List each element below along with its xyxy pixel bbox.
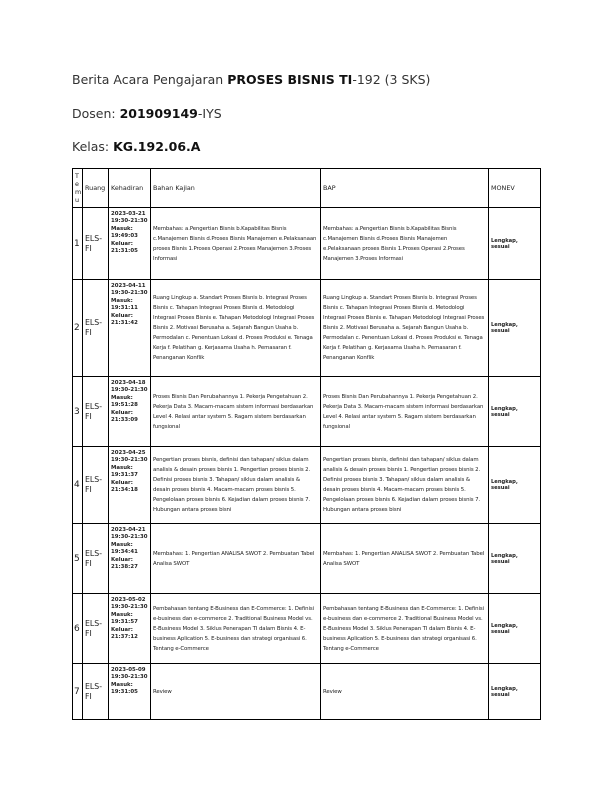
- row-number: 4: [73, 447, 83, 524]
- col-header-temu: Temu: [73, 169, 83, 208]
- row-bap: Pengertian proses bisnis, definisi dan tahapan/ siklus dalam analisis & desain proses bisnis 1. Pengertian proses bisnis 2. Definisi proses bisnis 3. Tahapan/ siklus dalam analisis & desain proses bisnis 4. Macam-macam proses bisnis 5. Pengelolaan proses bisnis 6. Kejadian dalam proses bisnis 7. Hubungan antara proses bisni: [321, 447, 489, 524]
- attendance-in: Masuk: 19:31:11: [111, 297, 138, 312]
- row-attendance: [109, 377, 151, 447]
- attendance-in: Masuk: 19:49:03: [111, 225, 138, 240]
- class-label: Kelas:: [72, 139, 114, 154]
- row-attendance: [109, 280, 151, 377]
- attendance-date: 2023-04-11 19:30-21:30: [111, 283, 148, 297]
- row-room: ELS-FI: [83, 524, 109, 594]
- attendance-in: Masuk: 19:34:41: [111, 541, 138, 556]
- row-room: ELS-FI: [83, 208, 109, 280]
- lecturer-label: Dosen:: [72, 106, 120, 121]
- col-header-bahan-kajian: Bahan Kajian: [151, 169, 321, 208]
- row-monev: Lengkap, sesuai: [489, 664, 541, 720]
- row-bahan-kajian: Pembahasan tentang E-Business dan E-Commerce: 1. Definisi e-business dan e-commerce 2. Traditional Business Model vs. E-Business Model 3. Siklus Penerapan TI dalam Bisnis 4. E-business Aplication 5. E-business dan strategi organisasi 6. Tentang e-Commerce: [151, 594, 321, 664]
- row-bahan-kajian: Ruang Lingkup a. Standart Proses Bisnis b. Integrasi Proses Bisnis c. Tahapan Integrasi Proses Bisnis d. Metodologi Integrasi Proses Bisnis e. Tahapan Metodologi Integrasi Proses Bisnis 2. Motivasi Berusaha a. Sejarah Bangun Usaha b. Permodalan c. Penentuan Lokasi d. Proses Produksi e. Tenaga Kerja f. Pelatihan g. Kerjasama Usaha h. Pemasaran f. Penanganan Konflik: [151, 280, 321, 377]
- row-bahan-kajian: Membahas: 1. Pengertian ANALISA SWOT 2. Pembuatan Tabel Analisa SWOT: [151, 524, 321, 594]
- report-title: [72, 72, 430, 87]
- course-suffix: -192 (3 SKS): [352, 72, 431, 87]
- row-bap: Membahas: 1. Pengertian ANALISA SWOT 2. Pembuatan Tabel Analisa SWOT: [321, 524, 489, 594]
- table-header-row: [73, 169, 541, 208]
- attendance-out: Keluar: 21:31:05: [111, 240, 138, 255]
- attendance-out: Keluar: 21:31:42: [111, 312, 138, 327]
- attendance-date: 2023-05-02 19:30-21:30: [111, 597, 148, 611]
- row-attendance: [109, 447, 151, 524]
- row-number: 2: [73, 280, 83, 377]
- row-number: 7: [73, 664, 83, 720]
- row-attendance: [109, 664, 151, 720]
- table-row: [73, 208, 541, 280]
- row-bap: Ruang Lingkup a. Standart Proses Bisnis b. Integrasi Proses Bisnis c. Tahapan Integrasi Proses Bisnis d. Metodologi Integrasi Proses Bisnis e. Tahapan Metodologi Integrasi Proses Bisnis 2. Motivasi Berusaha a. Sejarah Bangun Usaha b. Permodalan c. Penentuan Lokasi d. Proses Produksi e. Tenaga Kerja f. Pelatihan g. Kerjasama Usaha h. Pemasaran f. Penanganan Konflik: [321, 280, 489, 377]
- row-monev: Lengkap, sesuai: [489, 377, 541, 447]
- attendance-in: Masuk: 19:31:05: [111, 681, 138, 696]
- title-prefix: Berita Acara Pengajaran: [72, 72, 228, 87]
- attendance-in: Masuk: 19:31:57: [111, 611, 138, 626]
- row-attendance: [109, 208, 151, 280]
- row-number: 6: [73, 594, 83, 664]
- row-number: 3: [73, 377, 83, 447]
- col-header-bap: BAP: [321, 169, 489, 208]
- attendance-date: 2023-04-18 19:30-21:30: [111, 380, 148, 394]
- row-bap: Membahas: a.Pengertian Bisnis b.Kapabilitas Bisnis c.Manajemen Bisnis d.Proses Bisnis Manajemen e.Pelaksanaan proses Bisnis 1.Proses Operasi 2.Proses Manajemen 3.Proses Informasi: [321, 208, 489, 280]
- attendance-in: Masuk: 19:51:28: [111, 394, 138, 409]
- row-monev: Lengkap, sesuai: [489, 594, 541, 664]
- row-bap: Review: [321, 664, 489, 720]
- table-row: [73, 664, 541, 720]
- row-room: ELS-FI: [83, 594, 109, 664]
- row-bap: Proses Bisnis Dan Perubahannya 1. Pekerja Pengetahuan 2. Pekerja Data 3. Macam-macam sistem informasi berdasarkan Level 4. Relasi antar system 5. Ragam sistem berdasarkan fungsional: [321, 377, 489, 447]
- lecturer-line: [72, 106, 222, 121]
- table-row: [73, 447, 541, 524]
- row-monev: Lengkap, sesuai: [489, 447, 541, 524]
- lecturer-id: 201909149: [119, 106, 198, 121]
- table-row: [73, 594, 541, 664]
- attendance-date: 2023-05-09 19:30-21:30: [111, 667, 148, 681]
- row-bahan-kajian: Membahas: a.Pengertian Bisnis b.Kapabilitas Bisnis c.Manajemen Bisnis d.Proses Bisnis Manajemen e.Pelaksanaan proses Bisnis 1.Proses Operasi 2.Proses Manajemen 3.Proses Informasi: [151, 208, 321, 280]
- row-number: 5: [73, 524, 83, 594]
- attendance-out: Keluar: 21:33:09: [111, 409, 138, 424]
- col-header-ruang: Ruang: [83, 169, 109, 208]
- attendance-out: Keluar: 21:34:18: [111, 479, 138, 494]
- course-name: PROSES BISNIS TI: [227, 72, 353, 87]
- row-attendance: [109, 594, 151, 664]
- class-value: KG.192.06.A: [113, 139, 201, 154]
- row-bahan-kajian: Pengertian proses bisnis, definisi dan tahapan/ siklus dalam analisis & desain proses bisnis 1. Pengertian proses bisnis 2. Definisi proses bisnis 3. Tahapan/ siklus dalam analisis & desain proses bisnis 4. Macam-macam proses bisnis 5. Pengelolaan proses bisnis 6. Kejadian dalam proses bisnis 7. Hubungan antara proses bisni: [151, 447, 321, 524]
- row-number: 1: [73, 208, 83, 280]
- attendance-date: 2023-04-25 19:30-21:30: [111, 450, 148, 464]
- row-bap: Pembahasan tentang E-Business dan E-Commerce: 1. Definisi e-business dan e-commerce 2. Traditional Business Model vs. E-Business Model 3. Siklus Penerapan TI dalam Bisnis 4. E-business Aplication 5. E-business dan strategi organisasi 6. Tentang e-Commerce: [321, 594, 489, 664]
- attendance-in: Masuk: 19:31:37: [111, 464, 138, 479]
- attendance-out: Keluar: 21:38:27: [111, 556, 138, 571]
- attendance-out: Keluar: 21:37:12: [111, 626, 138, 641]
- col-header-kehadiran: Kehadiran: [109, 169, 151, 208]
- class-line: [72, 139, 200, 154]
- row-monev: Lengkap, sesuai: [489, 280, 541, 377]
- row-room: ELS-FI: [83, 664, 109, 720]
- row-room: ELS-FI: [83, 280, 109, 377]
- row-monev: Lengkap, sesuai: [489, 524, 541, 594]
- lecturer-suffix: -IYS: [197, 106, 222, 121]
- table-row: [73, 524, 541, 594]
- attendance-date: 2023-04-21 19:30-21:30: [111, 527, 148, 541]
- row-bahan-kajian: Proses Bisnis Dan Perubahannya 1. Pekerja Pengetahuan 2. Pekerja Data 3. Macam-macam sistem informasi berdasarkan Level 4. Relasi antar system 5. Ragam sistem berdasarkan fungsional: [151, 377, 321, 447]
- table-row: [73, 280, 541, 377]
- row-bahan-kajian: Review: [151, 664, 321, 720]
- row-room: ELS-FI: [83, 377, 109, 447]
- attendance-date: 2023-03-21 19:30-21:30: [111, 211, 148, 225]
- col-header-monev: MONEV: [489, 169, 541, 208]
- row-room: ELS-FI: [83, 447, 109, 524]
- attendance-table: [72, 168, 541, 720]
- row-attendance: [109, 524, 151, 594]
- table-row: [73, 377, 541, 447]
- row-monev: Lengkap, sesuai: [489, 208, 541, 280]
